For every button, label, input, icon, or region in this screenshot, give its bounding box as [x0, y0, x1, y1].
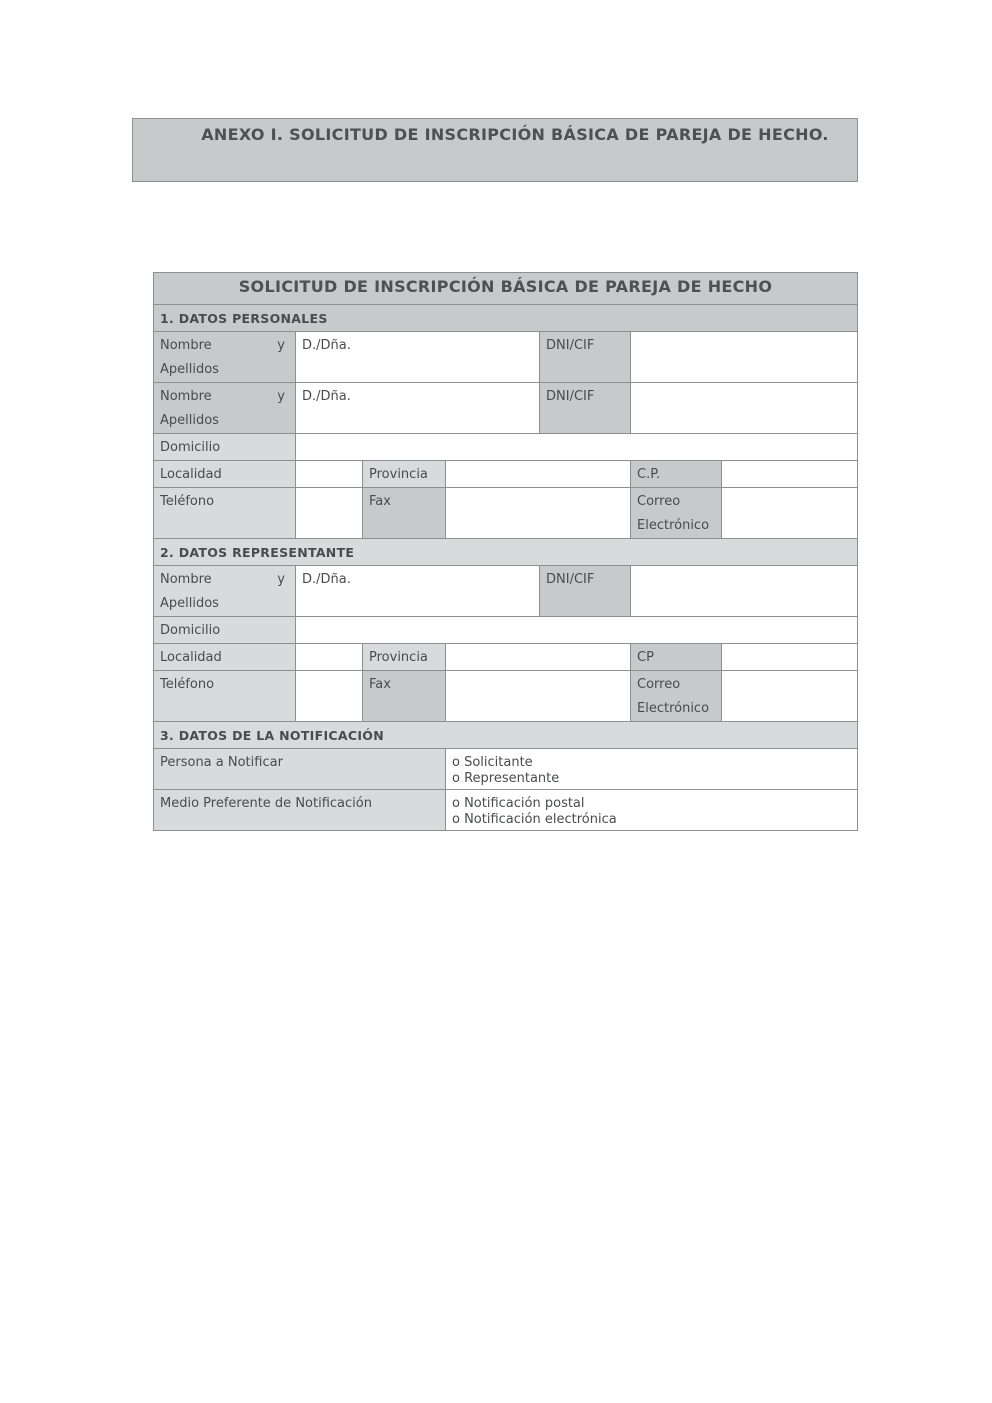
section-2-heading: 2. DATOS REPRESENTANTE — [154, 539, 858, 566]
name-label: Nombre y Apellidos — [154, 566, 296, 617]
correo-label: Correo Electrónico — [631, 671, 722, 722]
representative-domicilio-field[interactable] — [296, 617, 858, 644]
representative-cp-field[interactable] — [722, 644, 858, 671]
domicilio-label: Domicilio — [154, 434, 296, 461]
telefono-field[interactable] — [296, 488, 363, 539]
name-label: Nombre y Apellidos — [154, 332, 296, 383]
domicilio-field[interactable] — [296, 434, 858, 461]
name-prefix: D./Dña. — [302, 389, 351, 404]
option-notificacion-electronica[interactable]: o Notificación electrónica — [452, 812, 617, 827]
representative-dni-field[interactable] — [631, 566, 858, 617]
dni-label: DNI/CIF — [540, 383, 631, 434]
applicant-2-dni-field[interactable] — [631, 383, 858, 434]
application-form — [153, 272, 858, 831]
cp-label: CP — [631, 644, 722, 671]
localidad-field[interactable] — [296, 461, 363, 488]
persona-notificar-options — [446, 749, 858, 790]
provincia-label: Provincia — [363, 644, 446, 671]
option-notificacion-postal[interactable]: o Notificación postal — [452, 796, 585, 811]
applicant-2-name-field[interactable] — [296, 383, 540, 434]
persona-notificar-label: Persona a Notificar — [154, 749, 446, 790]
dni-label: DNI/CIF — [540, 566, 631, 617]
annex-title: ANEXO I. SOLICITUD DE INSCRIPCIÓN BÁSICA DE PAREJA DE HECHO. — [132, 118, 858, 182]
telefono-label: Teléfono — [154, 671, 296, 722]
representative-correo-field[interactable] — [722, 671, 858, 722]
cp-label: C.P. — [631, 461, 722, 488]
option-solicitante[interactable]: o Solicitante — [452, 755, 533, 770]
domicilio-label: Domicilio — [154, 617, 296, 644]
applicant-1-name-field[interactable] — [296, 332, 540, 383]
section-3-heading: 3. DATOS DE LA NOTIFICACIÓN — [154, 722, 858, 749]
representative-localidad-field[interactable] — [296, 644, 363, 671]
name-prefix: D./Dña. — [302, 338, 351, 353]
name-prefix: D./Dña. — [302, 572, 351, 587]
telefono-label: Teléfono — [154, 488, 296, 539]
option-representante[interactable]: o Representante — [452, 771, 560, 786]
medio-notificacion-label: Medio Preferente de Notificación — [154, 790, 446, 831]
cp-field[interactable] — [722, 461, 858, 488]
fax-label: Fax — [363, 488, 446, 539]
fax-label: Fax — [363, 671, 446, 722]
provincia-label: Provincia — [363, 461, 446, 488]
representative-name-field[interactable] — [296, 566, 540, 617]
form-title: SOLICITUD DE INSCRIPCIÓN BÁSICA DE PAREJA DE HECHO — [154, 273, 858, 305]
provincia-field[interactable] — [446, 461, 631, 488]
localidad-label: Localidad — [154, 461, 296, 488]
localidad-label: Localidad — [154, 644, 296, 671]
name-label: Nombre y Apellidos — [154, 383, 296, 434]
dni-label: DNI/CIF — [540, 332, 631, 383]
applicant-1-dni-field[interactable] — [631, 332, 858, 383]
medio-notificacion-options — [446, 790, 858, 831]
correo-label: Correo Electrónico — [631, 488, 722, 539]
representative-telefono-field[interactable] — [296, 671, 363, 722]
section-1-heading: 1. DATOS PERSONALES — [154, 305, 858, 332]
fax-field[interactable] — [446, 488, 631, 539]
correo-field[interactable] — [722, 488, 858, 539]
representative-provincia-field[interactable] — [446, 644, 631, 671]
representative-fax-field[interactable] — [446, 671, 631, 722]
